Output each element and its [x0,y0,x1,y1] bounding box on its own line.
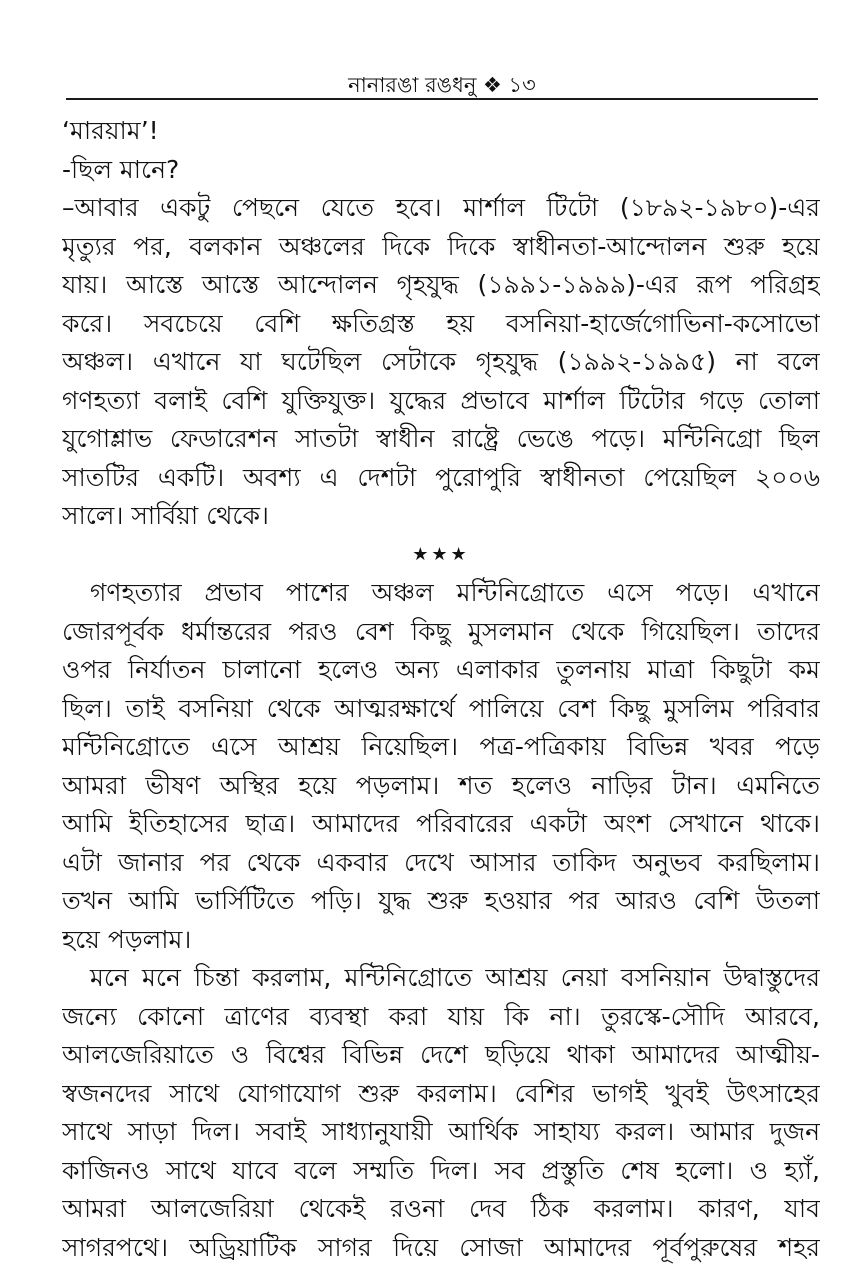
text-line: ‘মারয়াম’! [62,112,820,151]
text-line: গণহত্যার প্রভাব পাশের অঞ্চল মন্টিনিগ্রোতে এসে পড়ে। এখানে [62,574,820,613]
text-line: আমরা আলজেরিয়া থেকেই রওনা দেব ঠিক করলাম। কারণ, যাব [62,1190,820,1229]
body-text [62,112,820,1267]
text-line: সাগরপথে। অড্রিয়াটিক সাগর দিয়ে সোজা আমাদের পূর্বপুরুষের শহর [62,1229,820,1267]
text-line: আলজেরিয়াতে ও বিশ্বের বিভিন্ন দেশে ছড়িয়ে থাকা আমাদের আত্মীয়- [62,1036,820,1075]
text-line: -ছিল মানে? [62,151,820,190]
text-line: সালে। সার্বিয়া থেকে। [62,497,820,536]
text-line: আমি ইতিহাসের ছাত্র। আমাদের পরিবারের একটা অংশ সেখানে থাকে। [62,805,820,844]
text-line: সাতটির একটি। অবশ্য এ দেশটা পুরোপুরি স্বাধীনতা পেয়েছিল ২০০৬ [62,459,820,498]
text-line: অঞ্চল। এখানে যা ঘটেছিল সেটাকে গৃহযুদ্ধ (১৯৯২-১৯৯৫) না বলে [62,343,820,382]
text-line: ওপর নির্যাতন চালানো হলেও অন্য এলাকার তুলনায় মাত্রা কিছুটা কম [62,651,820,690]
text-line: জন্যে কোনো ত্রাণের ব্যবস্থা করা যায় কি না। তুরস্কে-সৌদি আরবে, [62,998,820,1037]
text-line: ছিল। তাই বসনিয়া থেকে আত্মরক্ষার্থে পালিয়ে বেশ কিছু মুসলিম পরিবার [62,690,820,729]
text-line: মৃত্যুর পর, বলকান অঞ্চলের দিকে দিকে স্বাধীনতা-আন্দোলন শুরু হয়ে [62,228,820,267]
text-line: –আবার একটু পেছনে যেতে হবে। মার্শাল টিটো (১৮৯২-১৯৮০)-এর [62,189,820,228]
text-line: হয়ে পড়লাম। [62,921,820,960]
text-line: তখন আমি ভার্সিটিতে পড়ি। যুদ্ধ শুরু হওয়ার পর আরও বেশি উতলা [62,882,820,921]
text-line: সাথে সাড়া দিল। সবাই সাধ্যানুযায়ী আর্থিক সাহায্য করল। আমার দুজন [62,1113,820,1152]
section-divider: ★★★ [62,536,820,575]
text-line: এটা জানার পর থেকে একবার দেখে আসার তাকিদ অনুভব করছিলাম। [62,844,820,883]
text-line: মনে মনে চিন্তা করলাম, মন্টিনিগ্রোতে আশ্রয় নেয়া বসনিয়ান উদ্বাস্তুদের [62,959,820,998]
text-line: গণহত্যা বলাই বেশি যুক্তিযুক্ত। যুদ্ধের প্রভাবে মার্শাল টিটোর গড়ে তোলা [62,382,820,421]
text-line: জোরপূর্বক ধর্মান্তরের পরও বেশ কিছু মুসলমান থেকে গিয়েছিল। তাদের [62,613,820,652]
text-line: মন্টিনিগ্রোতে এসে আশ্রয় নিয়েছিল। পত্র-পত্রিকায় বিভিন্ন খবর পড়ে [62,728,820,767]
text-line: কাজিনও সাথে যাবে বলে সম্মতি দিল। সব প্রস্তুতি শেষ হলো। ও হ্যাঁ, [62,1152,820,1191]
text-line: আমরা ভীষণ অস্থির হয়ে পড়লাম। শত হলেও নাড়ির টান। এমনিতে [62,767,820,806]
running-header: নানারঙা রঙধনু ❖ ১৩ [66,70,818,100]
text-line: যুগোশ্লাভ ফেডারেশন সাতটা স্বাধীন রাষ্ট্রে ভেঙে পড়ে। মন্টিনিগ্রো ছিল [62,420,820,459]
text-line: স্বজনদের সাথে যোগাযোগ শুরু করলাম। বেশির ভাগই খুবই উৎসাহের [62,1075,820,1114]
text-line: করে। সবচেয়ে বেশি ক্ষতিগ্রস্ত হয় বসনিয়া-হার্জেগোভিনা-কসোভো [62,305,820,344]
text-line: যায়। আস্তে আস্তে আন্দোলন গৃহযুদ্ধ (১৯৯১-১৯৯৯)-এর রূপ পরিগ্রহ [62,266,820,305]
